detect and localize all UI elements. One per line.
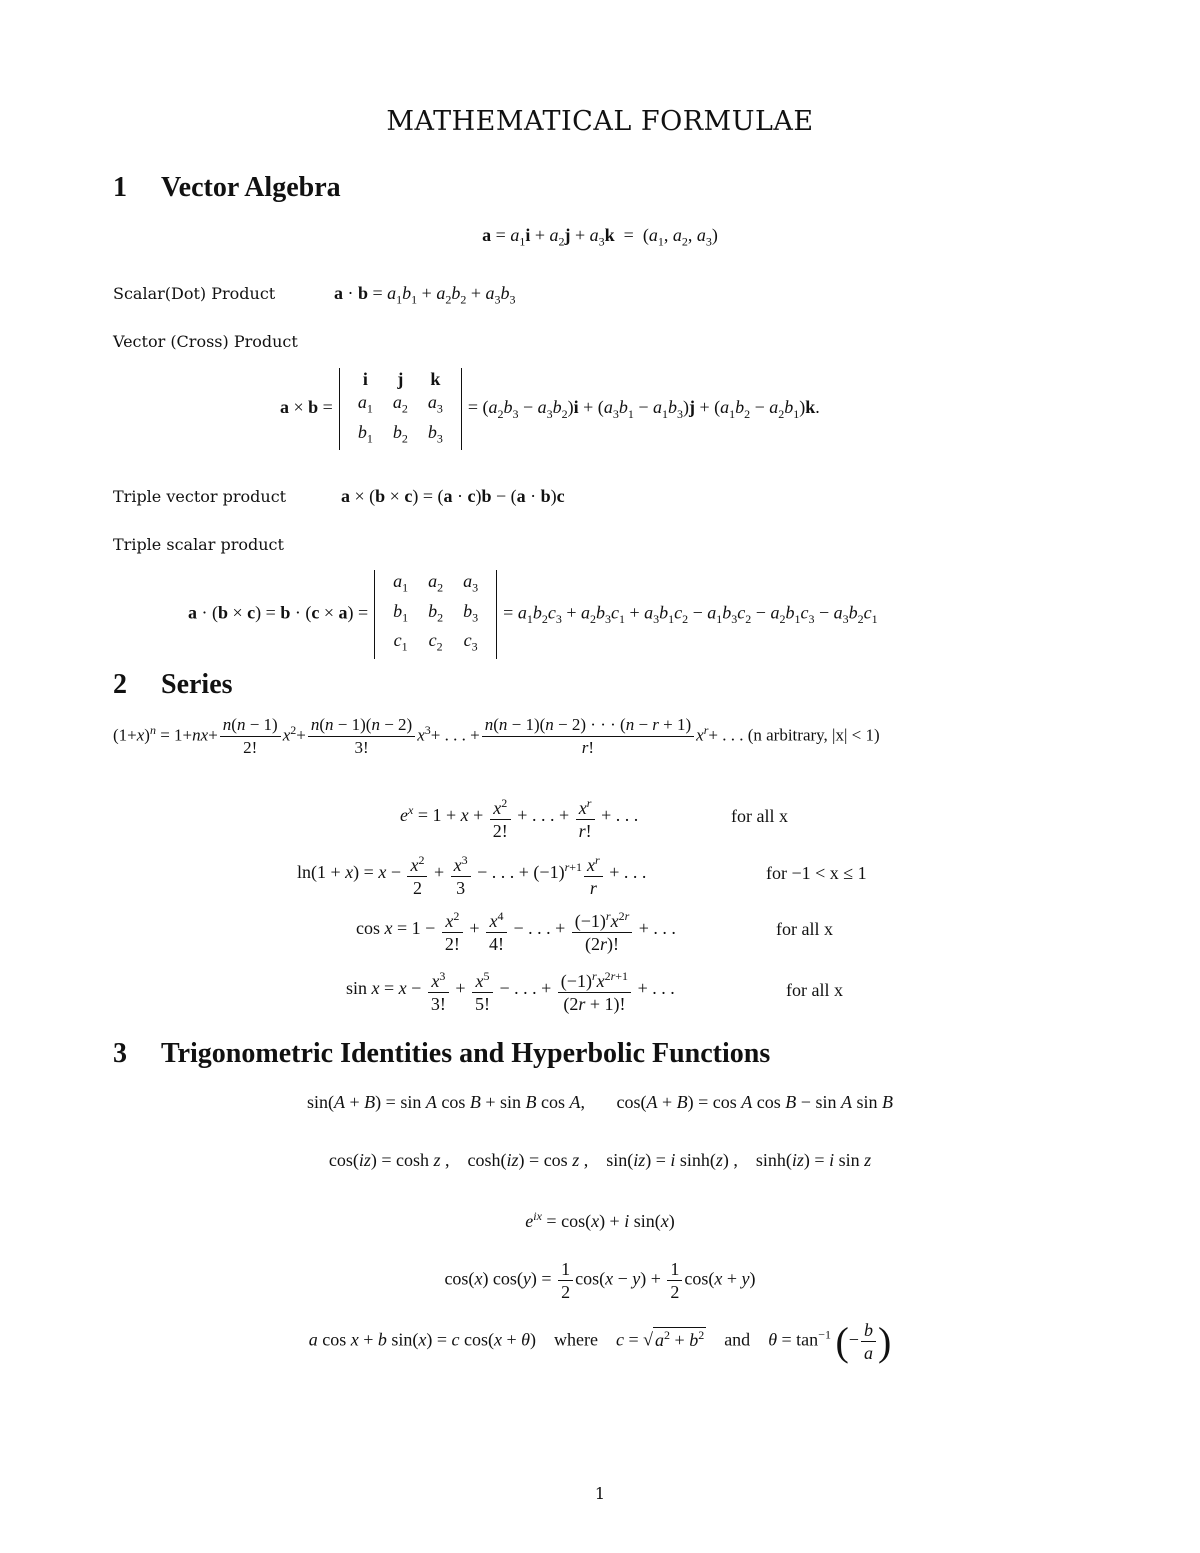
page-number: 1: [594, 1484, 606, 1503]
ln-series-equation: ln(1 + x) = x − $\frac{x^2}{2}$ + $\frac{x^3}{3}$ − . . . + $(-1)^{r+1}$ $\frac{x^r}{r}$ + . . .: [297, 849, 646, 899]
cross-product-label: Vector (Cross) Product: [113, 332, 298, 351]
triple-scalar-determinant: $a_1$ $a_2$ $a_3$ $b_1$ $b_2$ $b_3$ $c_1$ $c_2$ $c_3$: [374, 570, 497, 659]
triple-scalar-equation: a · (b × c) = b · (c × a) = $a_1$ $a_2$ $a_3$ $b_1$ $b_2$ $b_3$ $c_1$ $c_2$ $c_3$ = $a_1b_2c_3 + a_2b_3c_1 + a_3b_1c_2 - a_1b_3c_2 - a_2b_1c_3 - a_3b_2c_1$: [188, 570, 878, 659]
where-word: where: [554, 1329, 598, 1350]
exp-condition: for all x: [731, 806, 788, 826]
section-number: 2: [113, 669, 127, 700]
scalar-product-equation: $a \cdot b = a_1b_1 + a_2b_2 + a_3b_3$: [334, 283, 516, 307]
exp-series-equation: $e^x = 1 + x$ + $\frac{x^2}{2!}$ + . . . + $\frac{x^r}{r!}$ + . . .: [400, 792, 638, 842]
and-word: and: [724, 1329, 751, 1350]
binomial-series-equation: $(1+x)^n = 1+nx+$ $\frac{n(n - 1)}{2!}$ $x^2+$ $\frac{n(n - 1)(n - 2)}{3!}$ $x^3+$ . . . + $\frac{n(n - 1)(n - 2) \cdot \cdot \cdot (n - r + 1)}{r!}$ $x^r+$ . . . (n arbitrary, |x| < 1): [113, 715, 880, 757]
triple-vector-label: Triple vector product: [113, 487, 287, 506]
page-title: MATHEMATICAL FORMULAE: [386, 106, 814, 137]
scalar-product-label: Scalar(Dot) Product: [113, 284, 276, 303]
cos-condition: for all x: [776, 919, 833, 939]
section-number: 1: [113, 172, 127, 203]
section-heading-vector-algebra: [113, 172, 341, 204]
cross-product-determinant: i j k $a_1$ $a_2$ $a_3$ $b_1$ $b_2$ $b_3$: [339, 368, 462, 450]
section-number: 3: [113, 1038, 127, 1069]
section-title: Trigonometric Identities and Hyperbolic Functions: [161, 1038, 771, 1069]
section-title: Series: [161, 669, 233, 700]
cos-series-equation: cos x = 1 − $\frac{x^2}{2!}$ + $\frac{x^4}{4!}$ − . . . + $\frac{(-1)^rx^{2r}}{(2r)!}$ + . . .: [356, 905, 676, 955]
triple-scalar-label: Triple scalar product: [113, 535, 284, 554]
ln-condition: for −1 < x ≤ 1: [766, 863, 867, 883]
sin-condition: for all x: [786, 980, 843, 1000]
triple-vector-equation: a × (b × c) = (a · c)b − (a · b)c: [341, 486, 565, 506]
sin-series-equation: sin x = x − $\frac{x^3}{3!}$ + $\frac{x^5}{5!}$ − . . . + $\frac{(-1)^rx^{2r+1}}{(2r + 1)!}$ + . . .: [346, 965, 675, 1015]
product-to-sum-equation: cos(x) cos(y) = $\frac{1}{2}$ cos(x − y) + $\frac{1}{2}$ cos(x + y): [444, 1259, 756, 1302]
cross-product-equation: a × b = i j k $a_1$ $a_2$ $a_3$ $b_1$ $b_2$ $b_3$ = $(a_2b_3 - a_3b_2)i + (a_3b_1 - a_1b_3)j + (a_1b_2 - a_2b_1)k$.: [280, 368, 820, 450]
section-title: Vector Algebra: [161, 172, 341, 203]
harmonic-addition-equation: a cos x + b sin(x) = c cos(x + θ) where c = √ $a^2 + b^2$ and $\theta = \tan^{-1}$ (− $\frac{b}{a}$ ): [308, 1319, 892, 1364]
binomial-condition: (n arbitrary, |x| < 1): [747, 725, 880, 745]
section-heading-trigonometric: [113, 1038, 770, 1070]
hyperbolic-relations-equation: cos(iz) = cosh z , cosh(iz) = cos z , sin(iz) = i sinh(z) , sinh(iz) = i sin z: [328, 1150, 872, 1170]
section-heading-series: [113, 669, 233, 701]
euler-formula-equation: $e^{ix} = \cos(x) + i$ sin(x): [525, 1209, 675, 1231]
addition-formulae-equation: sin(A + B) = sin A cos B + sin B cos A, cos(A + B) = cos A cos B − sin A sin B: [307, 1092, 893, 1112]
vector-definition-equation: $a = a_1i + a_2j + a_3k = (a_1$, $a_2$, $a_3$): [482, 225, 718, 249]
